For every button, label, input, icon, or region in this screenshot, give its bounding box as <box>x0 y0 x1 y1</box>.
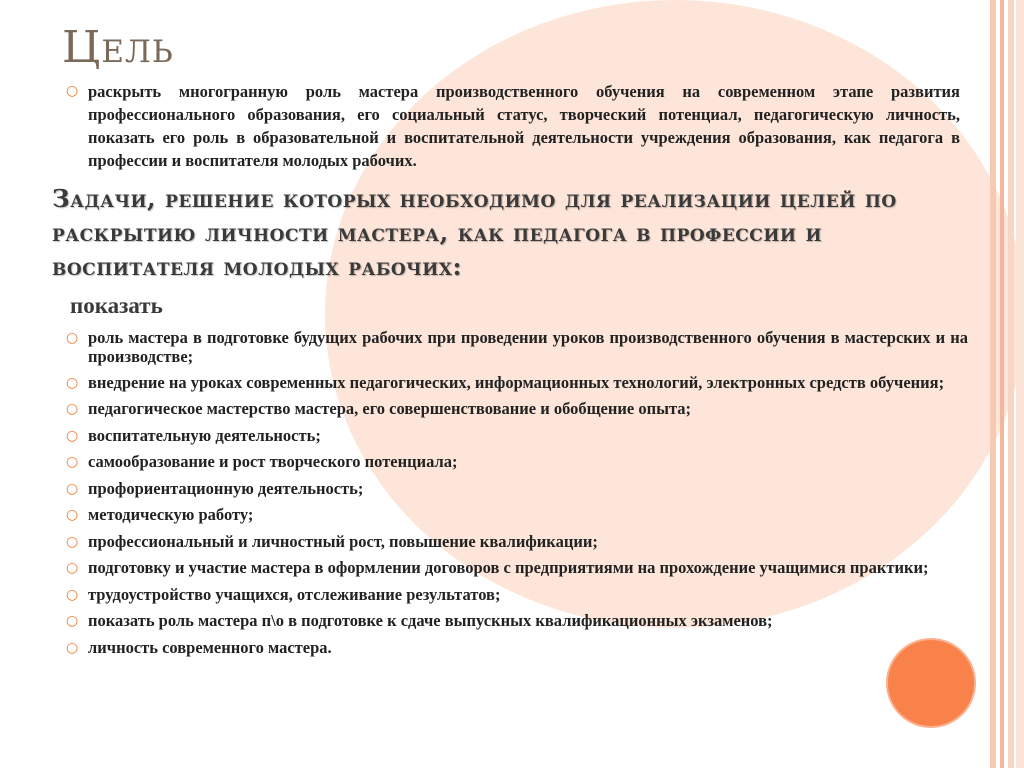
task-text: трудоустройство учащихся, отслеживание результатов; <box>88 584 501 604</box>
right-stripe-1 <box>990 0 996 768</box>
task-list-item <box>66 558 968 578</box>
goal-block <box>66 80 960 172</box>
hollow-circle-bullet-icon: ○ <box>66 401 79 417</box>
task-list-item <box>66 328 968 366</box>
hollow-circle-bullet-icon: ○ <box>66 454 79 470</box>
task-text: самообразование и рост творческого потенциала; <box>88 452 458 471</box>
task-list-item <box>66 505 968 525</box>
task-text: личность современного мастера. <box>88 637 332 657</box>
slide-title: Цель <box>62 22 174 73</box>
hollow-circle-bullet-icon: ○ <box>66 83 79 99</box>
hollow-circle-bullet-icon: ○ <box>66 374 79 391</box>
tasks-heading: Задачи, решение которых необходимо для реализации целей по раскрытию личности мастера, как педагога в профессии и воспитателя молодых рабочих: <box>52 184 897 281</box>
goal-text: раскрыть многогранную роль мастера производственного обучения на современном этапе развития профессионального образования, его социальный статус, творческий потенциал, педагогическую личность, показать его роль в образовательной и воспитательной деятельности учреждения образования, как педагога в профессии и воспитателя молодых рабочих. <box>88 82 960 170</box>
right-stripe-3 <box>1008 0 1014 768</box>
task-text: воспитательную деятельность; <box>88 425 321 445</box>
hollow-circle-bullet-icon: ○ <box>66 533 79 550</box>
right-stripe-4 <box>1016 0 1024 768</box>
hollow-circle-bullet-icon: ○ <box>66 639 79 656</box>
task-list <box>66 328 968 664</box>
hollow-circle-bullet-icon: ○ <box>66 330 79 346</box>
right-stripe-2 <box>1000 0 1004 768</box>
task-list-item <box>66 611 968 631</box>
task-text: внедрение на уроках современных педагогических, информационных технологий, электронных средств обучения; <box>88 372 945 392</box>
task-text: показать роль мастера п\о в подготовке к сдаче выпускных квалификационных экзаменов; <box>88 611 773 630</box>
task-list-item <box>66 638 968 658</box>
task-list-item <box>66 585 968 605</box>
task-list-item <box>66 426 968 446</box>
task-list-item <box>66 452 968 472</box>
task-list-item <box>66 532 968 552</box>
task-list-item <box>66 399 968 419</box>
task-text: профессиональный и личностный рост, повышение квалификации; <box>88 531 598 551</box>
hollow-circle-bullet-icon: ○ <box>66 586 79 603</box>
task-list-item <box>66 479 968 499</box>
task-text: подготовку и участие мастера в оформлении договоров с предприятиями на прохождение учащимися практики; <box>88 558 929 577</box>
hollow-circle-bullet-icon: ○ <box>66 480 79 497</box>
hollow-circle-bullet-icon: ○ <box>66 560 79 576</box>
goal-row <box>66 80 960 172</box>
task-list-item <box>66 373 968 393</box>
hollow-circle-bullet-icon: ○ <box>66 613 79 629</box>
hollow-circle-bullet-icon: ○ <box>66 427 79 444</box>
task-text: педагогическое мастерство мастера, его совершенствование и обобщение опыта; <box>88 399 692 418</box>
task-text: роль мастера в подготовке будущих рабочих при проведении уроков производственного обучения в мастерских и на производстве; <box>88 328 968 366</box>
show-label: показать <box>70 293 163 318</box>
task-text: методическую работу; <box>88 505 254 524</box>
task-text: профориентационную деятельность; <box>88 478 364 498</box>
hollow-circle-bullet-icon: ○ <box>66 507 79 523</box>
